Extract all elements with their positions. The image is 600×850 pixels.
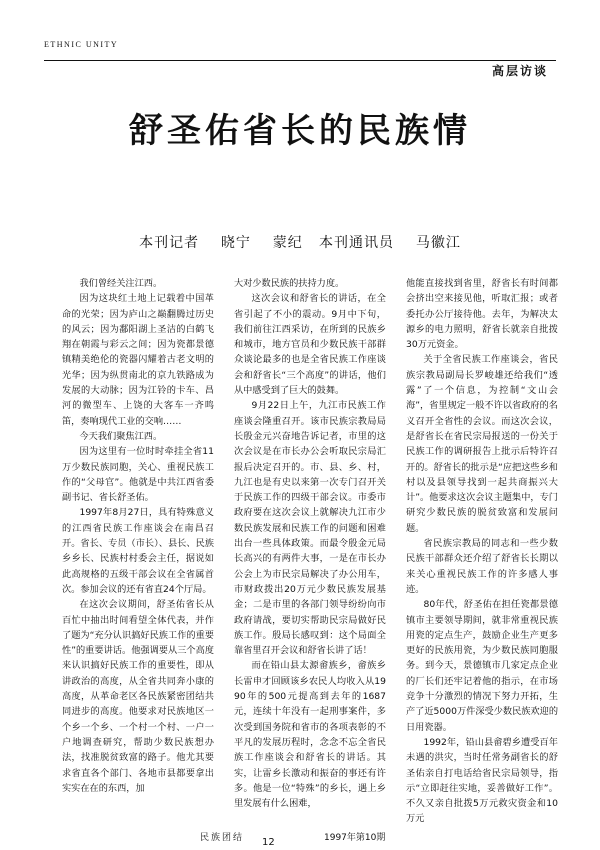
article-byline: 本刊记者 晓宁 蒙纪 本刊通讯员 马徽江 [139, 235, 461, 251]
paragraph: 这次会议和舒省长的讲话，在全省引起了不小的震动。9月中下旬，我们前往江西采访，在所到的民族乡和城市，地方官员和少数民族干部群众谈论最多的也是全省民族工作座谈会和舒省长“三个高度”的讲话，他们从中感受到了巨大的鼓舞。 [234, 293, 386, 397]
paragraph: 他能直接找到省里，舒省长有时间都会挤出空来接见他，听取汇报；或者委托办公厅接待他。去年，为解决太源乡的电力照明，舒省长就亲自批拨30万元资金。 [406, 278, 558, 351]
paragraph: 1997年8月27日，具有特殊意义的江西省民族工作座谈会在南昌召开。省长、专员（市长）、县长、民族乡乡长、民族村村委会主任，据说如此高规格的五级干部会议在全省属首次。参加会议的还有省直24个厅局。 [62, 507, 214, 595]
footer-journal-name: 民族团结 [200, 833, 245, 843]
paragraph: 因为这里有一位时时牵挂全省11万少数民族同胞，关心、重视民族工作的“父母官”。他就是中共江西省委副书记、省长舒圣佑。 [62, 446, 214, 504]
paragraph: 大对少数民族的扶持力度。 [234, 278, 345, 289]
paragraph: 9月22日上午，九江市民族工作座谈会隆重召开。该市民族宗教局局长殷金元兴奋地告诉记者，市里的这次会议是在市长办公会听取民宗局汇报后决定召开的。市、县、乡、村，九江也是有史以来第一次专门召开关于民族工作的四级干部会议。市委市政府要在这次会议上就解决九江市少数民族发展和民族工作的问题和困难出台一些具体政策。而最令殷金元局长高兴的有两件大事，一是在市长办公会上为市民宗局解决了办公用车，市财政拨出20万元少数民族发展基金；二是市里的各部门领导纷纷向市政府请战，要切实帮助民宗局做好民族工作。殷局长感叹到：这个局面全靠省里召开会议和舒省长讲了话！ [234, 400, 386, 657]
text-column-3 [406, 276, 558, 828]
page-footer [0, 828, 600, 850]
paragraph: 今天我们聚焦江西。 [79, 430, 163, 442]
text-column-2 [234, 276, 386, 828]
paragraph: 80年代，舒圣佑在担任瓷都景德镇市主要领导期间，就非常重视民族用瓷的定点生产，鼓励企业生产更多更好的民族用瓷，为少数民族同胞服务。到今天，景德镇市几家定点企业的厂长们还牢记着他的指示，在市场竞争十分激烈的情况下努力开拓，生产了近5000万件深受少数民族欢迎的日用瓷器。 [406, 599, 558, 733]
masthead: ETHNIC UNITY [44, 40, 119, 49]
paragraph: 因为这块红土地上记载着中国革命的光荣；因为庐山之巅翻腾过历史的风云；因为鄱阳湖上圣洁的白鹤飞翔在朝霞与彩云之间；因为瓷都景德镇精美绝伦的瓷器闪耀着古老文明的光华；因为纵贯南北的京九铁路成为发展的大动脉；因为江铃的卡车、昌河的微型车、上饶的大客车一齐鸣笛，奏响现代工业的交响…… [62, 293, 214, 427]
text-column-1 [62, 276, 214, 828]
paragraph: 省民族宗教局的同志和一些少数民族干部群众还介绍了舒省长长期以来关心重视民族工作的许多感人事迹。 [406, 538, 558, 595]
header-rule [44, 60, 556, 61]
page-number: 12 [262, 837, 275, 848]
paragraph: 而在铅山县太源畲族乡，畲族乡长雷申才回顾该乡农民人均收入从1990年的500元提高到去年的1687元，连续十年没有一起刑事案件，多次受到国务院和省市的各项表彰的不平凡的发展历程时，念念不忘全省民族工作座谈会和舒省长的讲话。其实，让雷乡长激动和振奋的事还有许多。他是一位“特殊”的乡长，遇上乡里发展有什么困难， [234, 660, 386, 810]
paragraph: 我们曾经关注江西。 [79, 278, 163, 289]
article-body [62, 276, 558, 828]
footer-issue: 1997年第10期 [324, 833, 386, 843]
paragraph: 1992年，铅山县畲碧乡遭受百年未遇的洪灾，当时任常务副省长的舒圣佑亲自打电话给省民宗局领导，指示“立即赶往实地，妥善做好工作”。不久又亲自批拨5万元救灾资金和10万元 [406, 736, 558, 825]
article-title: 舒圣佑省长的民族情 [129, 111, 471, 151]
paragraph: 在这次会议期间，舒圣佑省长从百忙中抽出时间看望全体代表，并作了题为“充分认识搞好民族工作的重要性”的重要讲话。他强调要从三个高度来认识搞好民族工作的重要性，即从讲政治的高度，从全省共同奔小康的高度，从革命老区各民族紧密团结共同进步的高度。他要求对民族地区一个乡一个乡、一个村一个村、一户一户地调查研究，帮助少数民族想办法，找准脱贫致富的路子。他尤其要求省直各个部门、各地市县都要拿出实实在在的东西，加 [62, 599, 214, 794]
page-header [0, 0, 600, 80]
section-label: 高层访谈 [491, 64, 548, 78]
paragraph: 关于全省民族工作座谈会，省民族宗教局副局长罗峻雄还给我们“透露”了一个信息，为控制“文山会海”，省里规定一般不许以省政府的名义召开全省性的会议。而这次会议，是舒省长在省民宗局报送的一份关于民族工作的调研报告上批示后特许召开的。舒省长的批示是“应把这些乡和村以及县领导找到一起共商振兴大计”。他要求这次会议主题集中，专门研究少数民族的脱贫致富和发展问题。 [406, 354, 558, 534]
